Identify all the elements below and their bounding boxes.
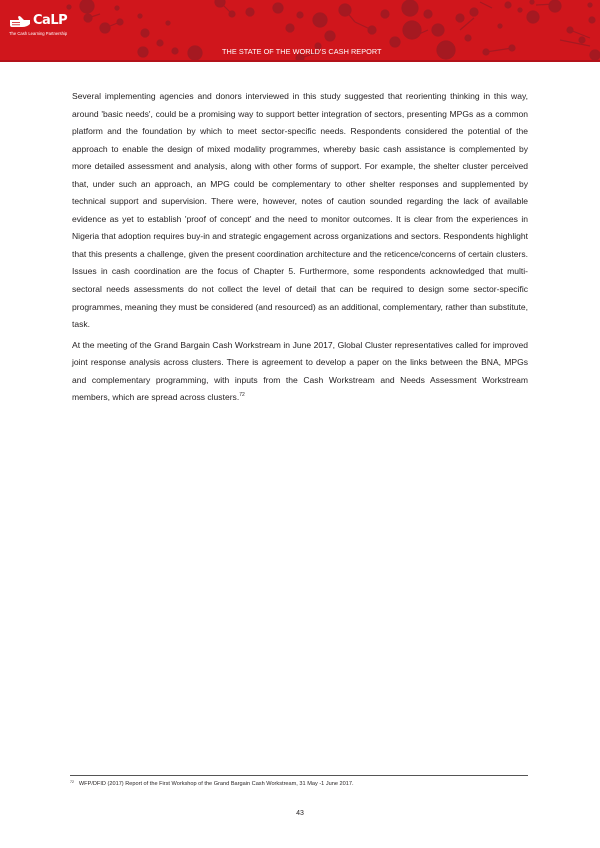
footnote-divider [70,775,528,776]
calp-logo [9,12,89,36]
footnote-reference[interactable]: 72 [239,392,245,399]
body-text [72,88,528,410]
footnote [70,780,528,787]
header-rule [0,60,600,62]
hand-icon [9,14,31,28]
paragraph [72,337,528,407]
paragraph-text: At the meeting of the Grand Bargain Cash Workstream in June 2017, Global Cluster representatives called for improved joint response analysis across clusters. There is agreement to develop a paper on the links between the BNA, MPGs and complementary programming, with inputs from the Cash Workstream and Needs Assessment Workstream members, which are spread across clusters. [72,339,528,403]
page-number: 43 [296,810,304,817]
logo-tagline: The Cash Learning Partnership [9,31,68,36]
footnote-number: 72 [70,780,74,784]
page-header-banner [0,0,600,62]
paragraph [72,88,528,334]
paragraph-text: Several implementing agencies and donors interviewed in this study suggested that reorienting thinking in this way, around 'basic needs', could be a promising way to support better integration of sectors, presenting MPGs as a common platform and the foundation by which to meet sector-specific needs. Respondents considered the potential of the approach to enable the design of mixed modality programmes, whereby basic cash assistance is complemented by more detailed assessment and analysis, along with other forms of support. For example, the shelter cluster perceived that, under such an approach, an MPG could be complementary to other shelter responses and supplemented by technical support and supervision. There were, however, notes of caution sounded regarding the lack of available evidence as yet to establish 'proof of concept' and the need to monitor outcomes. It is clear from the experiences in Nigeria that adoption requires buy-in and strategic engagement across organizations and sectors. Respondents highlight that this presents a challenge, given the present coordination architecture and the reticence/concerns of certain clusters. Issues in cash coordination are the focus of Chapter 5. Furthermore, some respondents acknowledged that multi-sectoral needs assessments do not collect the level of detail that can be required to design some sector-specific programmes, meaning they must be considered (and resourced) as an additional, complementary, rather than substitute, task. [72,91,528,330]
footnote-text: WFP/DFID (2017) Report of the First Workshop of the Grand Bargain Cash Workstream, 31 May -1 June 2017. [78,781,354,787]
logo-wordmark: CaLP [33,13,68,28]
running-title: THE STATE OF THE WORLD'S CASH REPORT [222,47,382,56]
